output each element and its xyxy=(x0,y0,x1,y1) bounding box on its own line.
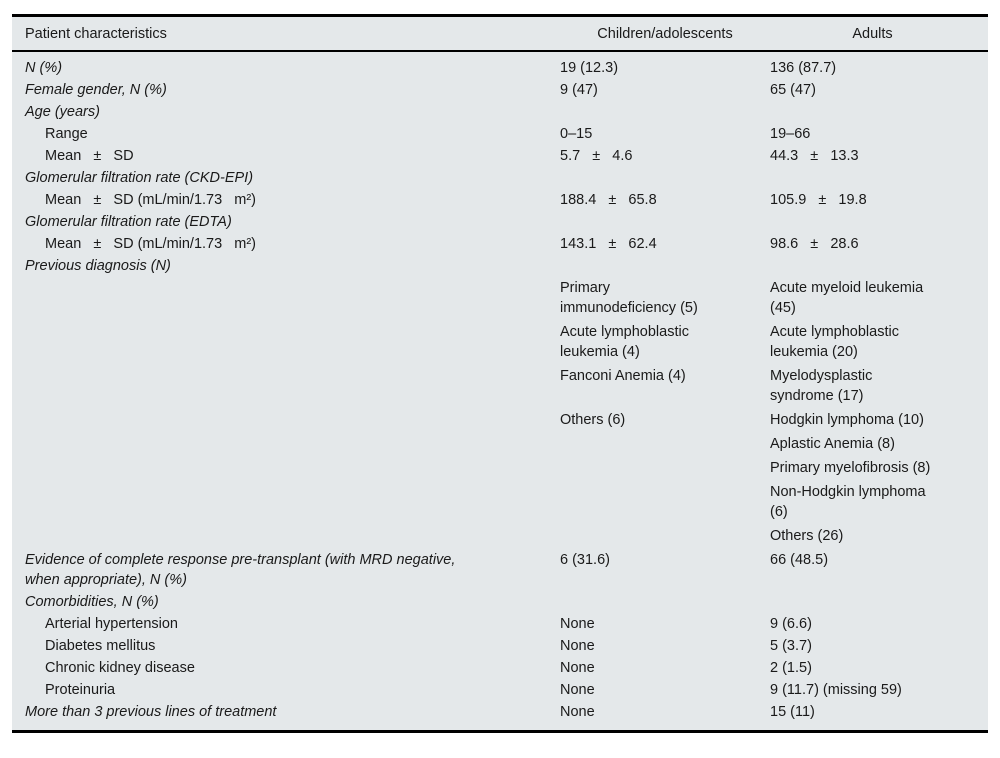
table-row xyxy=(12,167,988,189)
cell-characteristic: More than 3 previous lines of treatment xyxy=(25,704,277,720)
cell-adults-value: Acute myeloid leukemia (45) xyxy=(770,280,928,316)
cell-adults-value: 44.3 ± 13.3 xyxy=(770,148,859,164)
cell-characteristic: Age (years) xyxy=(25,104,100,120)
cell-characteristic: Arterial hypertension xyxy=(45,616,178,632)
cell-children-value xyxy=(560,525,770,549)
cell-children-value xyxy=(560,167,770,189)
cell-children-value: 143.1 ± 62.4 xyxy=(560,236,657,252)
cell-adults-value: 65 (47) xyxy=(770,82,816,98)
table-row xyxy=(12,481,988,525)
cell-children-value: Primary immunodeficiency (5) xyxy=(560,280,698,316)
cell-adults-value xyxy=(770,167,988,189)
cell-adults-value: 9 (11.7) (missing 59) xyxy=(770,682,902,698)
cell-characteristic: Diabetes mellitus xyxy=(45,638,156,654)
cell-adults-value: 15 (11) xyxy=(770,704,815,720)
cell-characteristic: Proteinuria xyxy=(45,682,116,698)
cell-children-value: 9 (47) xyxy=(560,82,598,98)
table-row xyxy=(12,525,988,549)
cell-characteristic xyxy=(12,481,560,525)
cell-characteristic: Comorbidities, N (%) xyxy=(25,594,159,610)
table-row xyxy=(12,409,988,433)
cell-children-value: None xyxy=(560,682,595,698)
table-row xyxy=(12,233,988,255)
cell-children-value: None xyxy=(560,660,595,676)
table-row xyxy=(12,321,988,365)
table-row xyxy=(12,101,988,123)
cell-children-value xyxy=(560,255,770,277)
cell-characteristic: Mean ± SD xyxy=(45,148,134,164)
table-row xyxy=(12,123,988,145)
table-row xyxy=(12,433,988,457)
cell-adults-value: 66 (48.5) xyxy=(770,552,829,568)
patient-characteristics-table-container xyxy=(12,14,988,733)
table-row xyxy=(12,255,988,277)
table-row xyxy=(12,79,988,101)
table-row xyxy=(12,701,988,723)
cell-children-value: 0–15 xyxy=(560,126,593,142)
header-patient-characteristics: Patient characteristics xyxy=(12,17,560,51)
cell-children-value: 188.4 ± 65.8 xyxy=(560,192,657,208)
table-row xyxy=(12,189,988,211)
table-row xyxy=(12,657,988,679)
cell-adults-value: Others (26) xyxy=(770,528,844,544)
cell-children-value: None xyxy=(560,704,595,720)
cell-children-value xyxy=(560,481,770,525)
cell-children-value xyxy=(560,433,770,457)
cell-characteristic: Evidence of complete response pre-transplant (with MRD negative, when appropriate), N (%) xyxy=(25,552,460,588)
cell-adults-value: 5 (3.7) xyxy=(770,638,812,654)
cell-characteristic xyxy=(12,433,560,457)
cell-children-value: 19 (12.3) xyxy=(560,60,619,76)
cell-adults-value xyxy=(770,101,988,123)
cell-characteristic xyxy=(12,277,560,321)
table-row xyxy=(12,635,988,657)
cell-characteristic: Previous diagnosis (N) xyxy=(25,258,171,274)
cell-characteristic: Mean ± SD (mL/min/1.73 m²) xyxy=(45,236,257,252)
table-row xyxy=(12,591,988,613)
cell-children-value: Acute lymphoblastic leukemia (4) xyxy=(560,324,693,360)
header-adults: Adults xyxy=(770,17,988,51)
cell-characteristic xyxy=(12,409,560,433)
cell-characteristic: Range xyxy=(45,126,88,142)
cell-children-value xyxy=(560,101,770,123)
cell-adults-value: Non-Hodgkin lymphoma (6) xyxy=(770,484,930,520)
cell-adults-value xyxy=(770,255,988,277)
cell-characteristic: N (%) xyxy=(25,60,63,76)
cell-adults-value: Primary myelofibrosis (8) xyxy=(770,460,931,476)
cell-characteristic: Glomerular filtration rate (CKD-EPI) xyxy=(25,170,254,186)
cell-children-value: Fanconi Anemia (4) xyxy=(560,368,686,384)
cell-children-value: 6 (31.6) xyxy=(560,552,610,568)
cell-children-value: Others (6) xyxy=(560,412,626,428)
cell-adults-value: Hodgkin lymphoma (10) xyxy=(770,412,924,428)
cell-characteristic: Mean ± SD (mL/min/1.73 m²) xyxy=(45,192,257,208)
table-row xyxy=(12,277,988,321)
cell-adults-value: Acute lymphoblastic leukemia (20) xyxy=(770,324,903,360)
cell-adults-value: 19–66 xyxy=(770,126,811,142)
cell-children-value xyxy=(560,211,770,233)
cell-adults-value: 9 (6.6) xyxy=(770,616,812,632)
table-row xyxy=(12,549,988,591)
table-row xyxy=(12,51,988,79)
cell-children-value: 5.7 ± 4.6 xyxy=(560,148,633,164)
cell-characteristic xyxy=(12,525,560,549)
patient-characteristics-table xyxy=(12,17,988,723)
cell-adults-value: Aplastic Anemia (8) xyxy=(770,436,895,452)
table-row xyxy=(12,145,988,167)
cell-adults-value xyxy=(770,591,988,613)
table-row xyxy=(12,679,988,701)
table-row xyxy=(12,457,988,481)
cell-characteristic: Chronic kidney disease xyxy=(45,660,195,676)
cell-children-value xyxy=(560,591,770,613)
cell-adults-value: 98.6 ± 28.6 xyxy=(770,236,859,252)
cell-adults-value: Myelodysplastic syndrome (17) xyxy=(770,368,877,404)
cell-adults-value: 2 (1.5) xyxy=(770,660,812,676)
cell-characteristic: Glomerular filtration rate (EDTA) xyxy=(25,214,232,230)
table-row xyxy=(12,613,988,635)
cell-children-value: None xyxy=(560,638,595,654)
cell-characteristic: Female gender, N (%) xyxy=(25,82,167,98)
table-row xyxy=(12,365,988,409)
cell-adults-value: 136 (87.7) xyxy=(770,60,837,76)
cell-characteristic xyxy=(12,457,560,481)
table-row xyxy=(12,211,988,233)
cell-characteristic xyxy=(12,321,560,365)
header-children-adolescents: Children/adolescents xyxy=(560,17,770,51)
cell-children-value: None xyxy=(560,616,595,632)
header-row xyxy=(12,17,988,51)
cell-characteristic xyxy=(12,365,560,409)
cell-adults-value xyxy=(770,211,988,233)
cell-children-value xyxy=(560,457,770,481)
cell-adults-value: 105.9 ± 19.8 xyxy=(770,192,867,208)
